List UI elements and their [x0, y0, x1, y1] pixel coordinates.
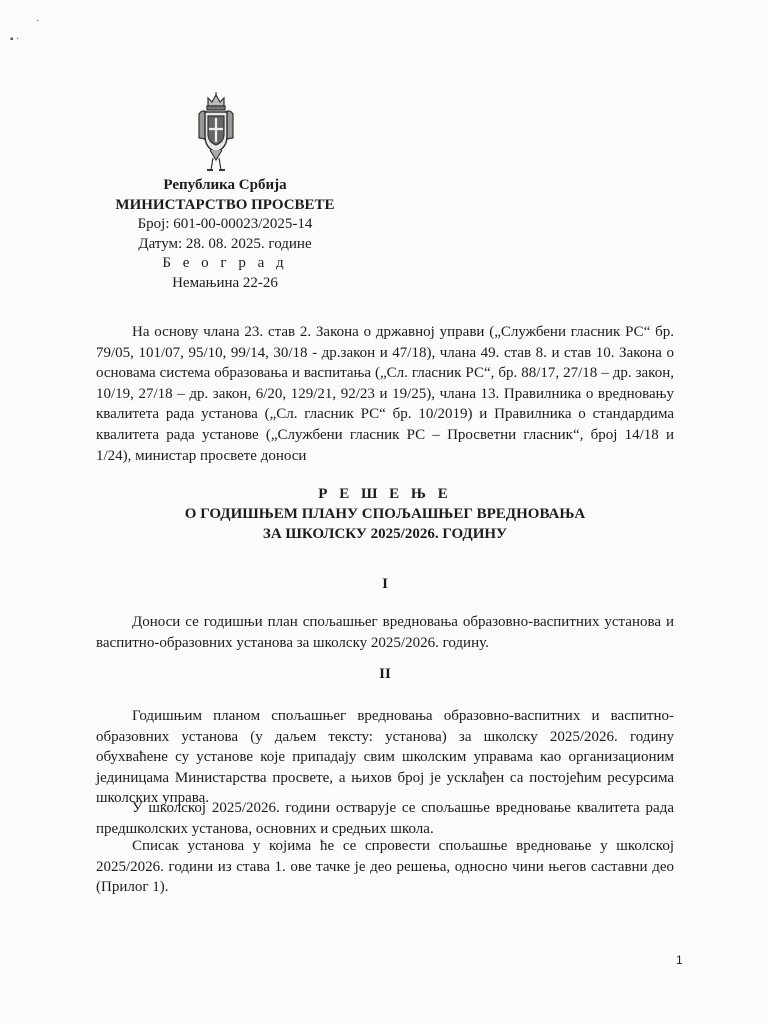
scan-speck: · — [36, 16, 40, 27]
section-1-text: Доноси се годишњи план спољашњег вредновања образовно-васпитних установа и васпитно-образовних установа за школску 2025/2026. годину. — [96, 614, 674, 651]
preamble-paragraph — [96, 322, 674, 466]
letterhead — [90, 176, 360, 293]
ministry-name: МИНИСТАРСТВО ПРОСВЕТЕ — [115, 196, 335, 213]
coat-of-arms-icon — [193, 92, 239, 174]
address: Немањина 22-26 — [172, 274, 278, 291]
page-number: 1 — [676, 953, 683, 967]
country-name: Република Србија — [163, 177, 287, 193]
section-2-paragraph-1 — [96, 706, 674, 809]
decision-word: Р Е Ш Е Њ Е — [318, 486, 452, 502]
section-2-text-1: Годишњим планом спољашњег вредновања образовно-васпитних и васпитно-образовних установа (у даљем тексту: установа) за школску 2025/2026. годину обухваћене су установе које припадају свим школским управама као организационим јединицама Министарства просвете, а њихов број је усклађен са постојећим ресурсима школских управа. — [96, 708, 674, 807]
section-heading-1: I — [382, 576, 388, 592]
section-2-paragraph-3 — [96, 836, 674, 898]
section-heading-2: II — [379, 666, 391, 682]
section-2-paragraph-2 — [96, 798, 674, 839]
preamble-text: На основу члана 23. став 2. Закона о државној управи („Службени гласник РС“ бр. 79/05, 101/07, 95/10, 99/14, 30/18 - др.закон и 47/18), члана 49. став 8. и став 10. Закона о основама система образовања и васпитања („Сл. гласник РС“, бр. 88/17, 27/18 – др. закон, 10/19, 27/18 – др. закон, 6/20, 129/21, 92/23 и 19/25), члана 13. Правилника о вредновању квалитета рада установа („Сл. гласник РС“ бр. 10/2019) и Правилника о стандардима квалитета рада установе („Службени гласник РС – Просветни гласник“, број 14/18 и 1/24), министар просвете доноси — [96, 324, 674, 464]
decision-school-year: ЗА ШКОЛСКУ 2025/2026. ГОДИНУ — [262, 526, 508, 542]
section-2-text-2: У школској 2025/2026. години остварује се спољашње вредновање квалитета рада предшколских установа, основних и средњих школа. — [96, 800, 674, 837]
decision-title — [96, 484, 674, 544]
document-number: Број: 601-00-00023/2025-14 — [137, 216, 313, 232]
section-1-paragraph — [96, 612, 674, 653]
decision-subtitle: О ГОДИШЊЕМ ПЛАНУ СПОЉАШЊЕГ ВРЕДНОВАЊА — [184, 506, 586, 522]
scan-speck: ▪ · — [10, 34, 20, 45]
document-date: Датум: 28. 08. 2025. године — [138, 235, 312, 252]
section-2-text-3: Списак установа у којима ће се спровести спољашње вредновање у школској 2025/2026. години из става 1. ове тачке је део решења, односно чини његов саставни део (Прилог 1). — [96, 838, 674, 896]
city: Б е о г р а д — [162, 255, 288, 271]
